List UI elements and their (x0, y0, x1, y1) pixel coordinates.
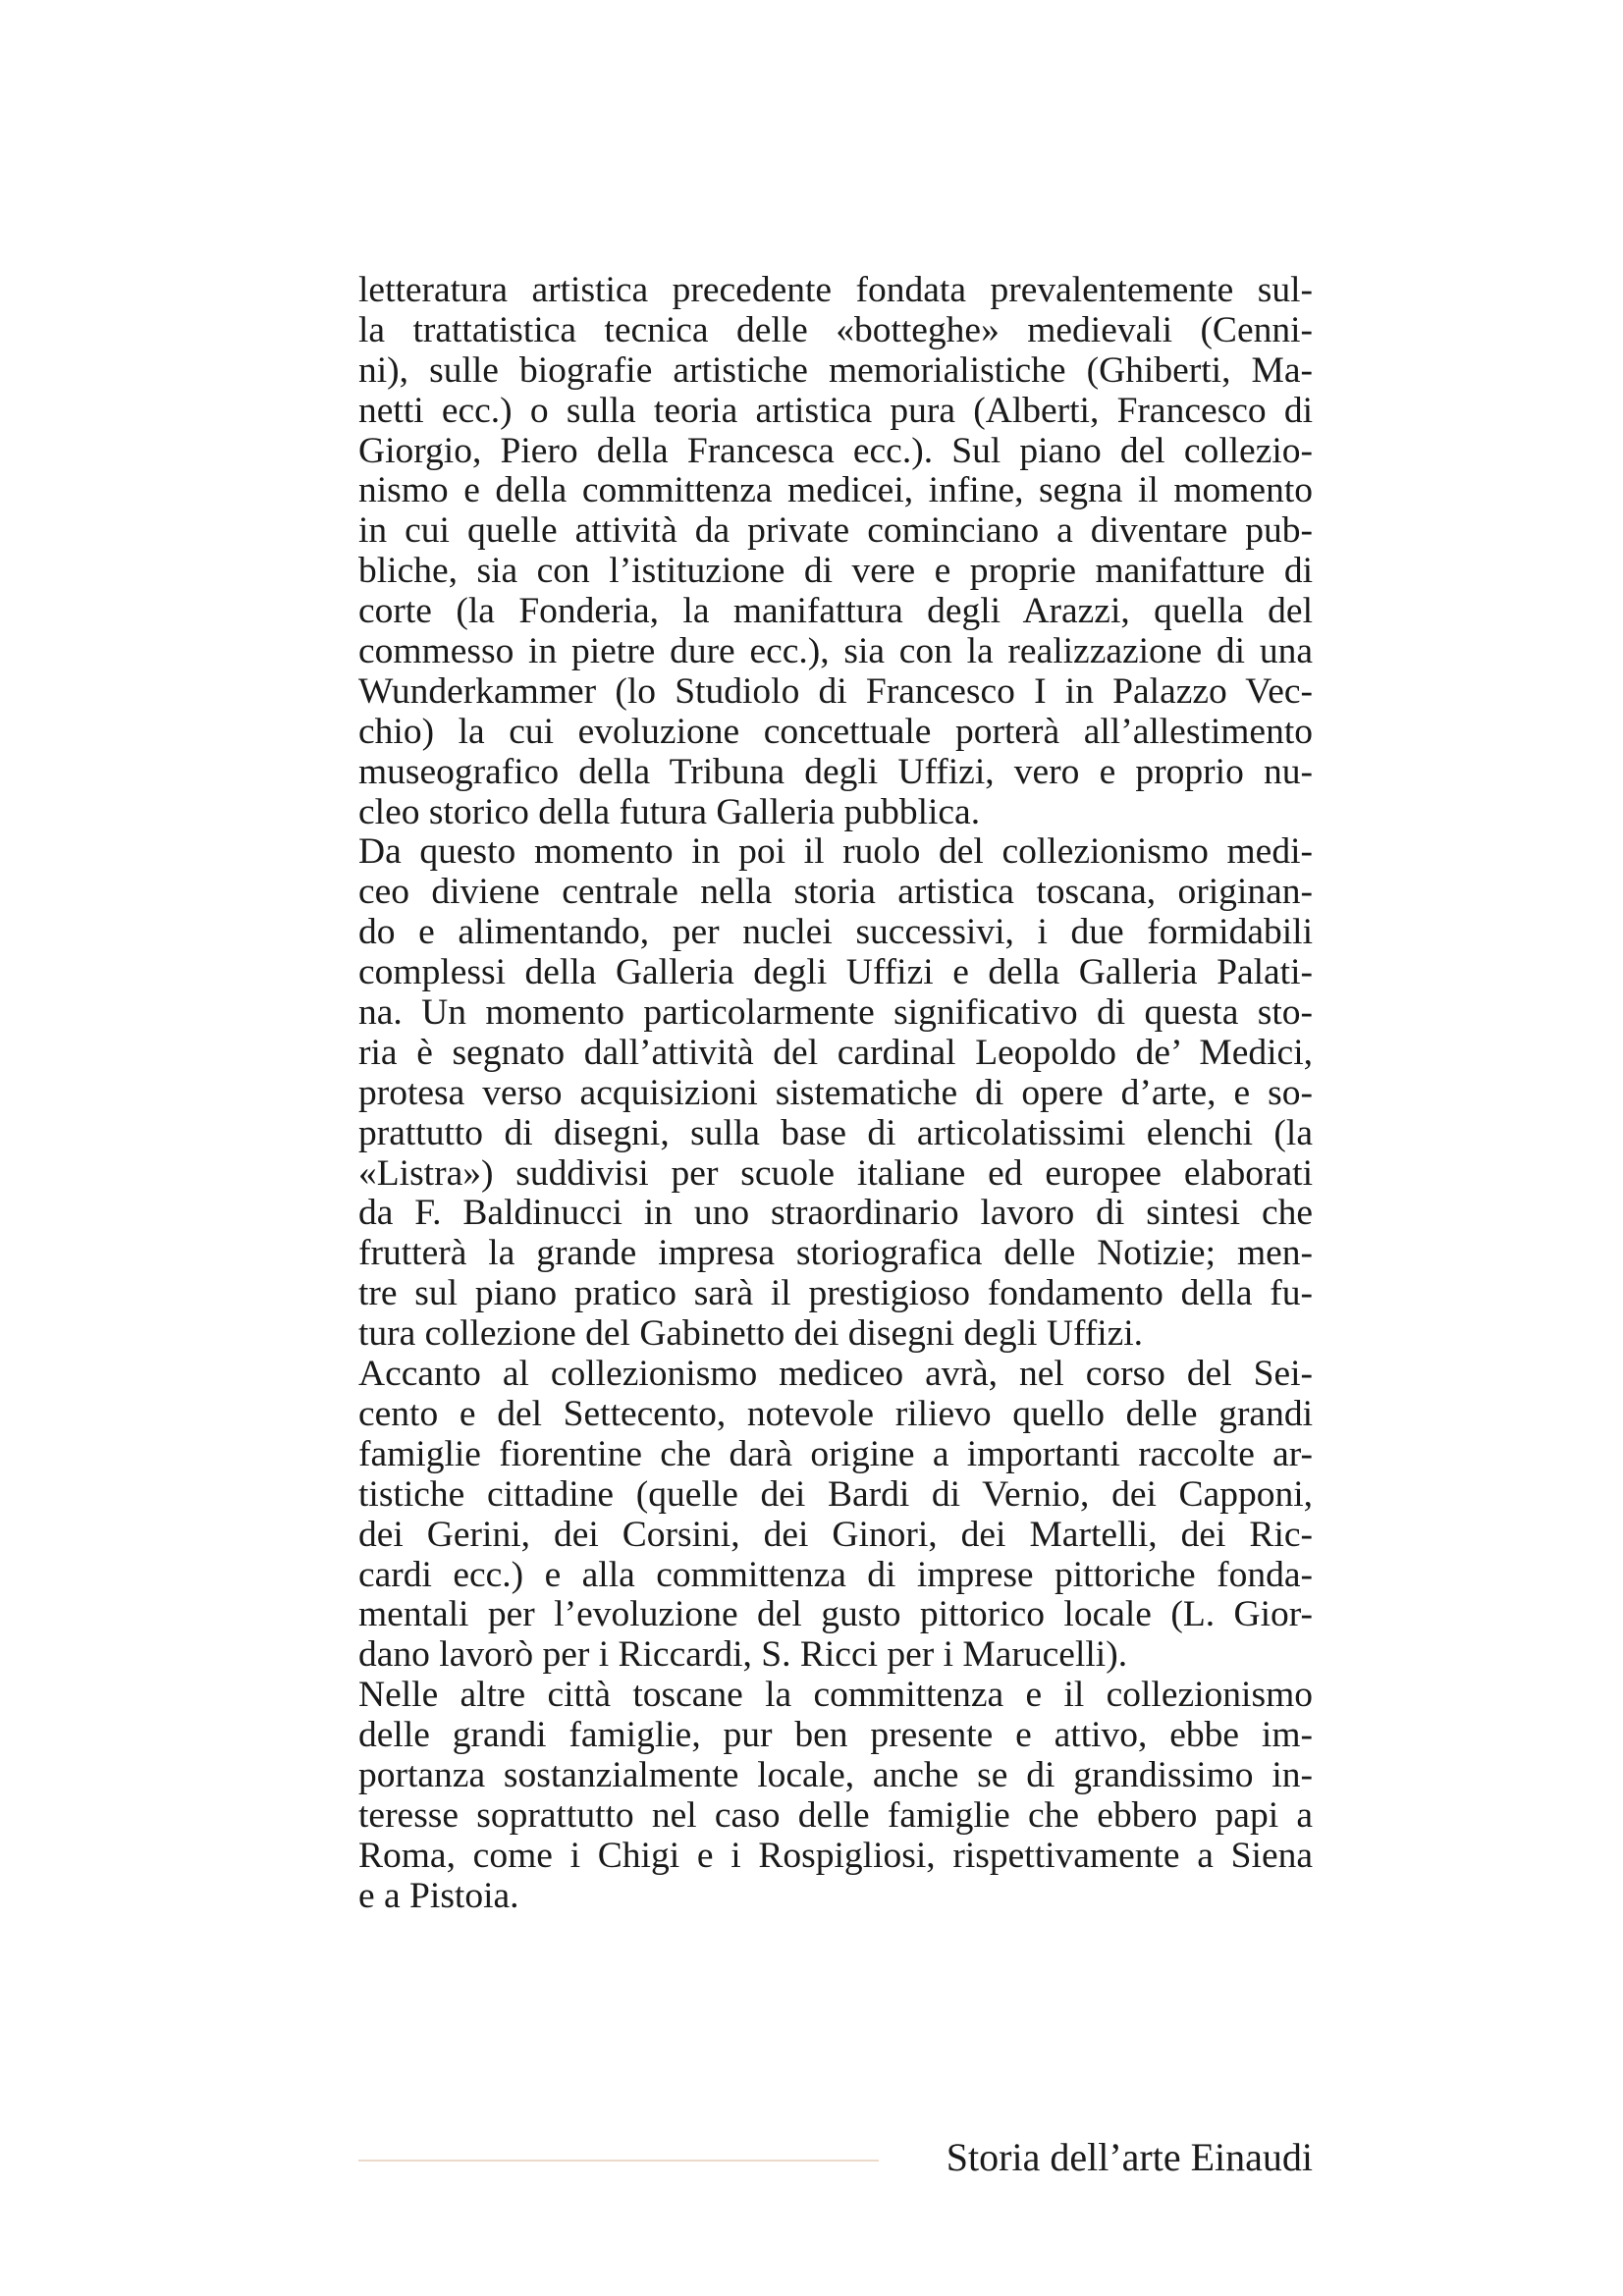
paragraph-3 (358, 1355, 1313, 1676)
text-line: ria è segnato dall’attività del cardinal Leopoldo de’ Medici, (358, 1032, 1313, 1073)
text-line: Roma, come i Chigi e i Rospigliosi, rispettivamente a Siena (358, 1835, 1313, 1876)
text-line: Accanto al collezionismo mediceo avrà, nel corso del Sei- (358, 1354, 1313, 1395)
text-line: dano lavorò per i Riccardi, S. Ricci per i Marucelli). (358, 1634, 1128, 1676)
text-line: netti ecc.) o sulla teoria artistica pura (Alberti, Francesco di (358, 390, 1313, 431)
text-line: commesso in pietre dure ecc.), sia con la realizzazione di una (358, 631, 1313, 672)
text-line: «Listra») suddivisi per scuole italiane ed europee elaborati (358, 1152, 1313, 1194)
text-line: prattutto di disegni, sulla base di articolatissimi elenchi (la (358, 1112, 1313, 1153)
text-line: mentali per l’evoluzione del gusto pittorico locale (L. Gior- (358, 1594, 1313, 1635)
text-line: complessi della Galleria degli Uffizi e della Galleria Palati- (358, 952, 1313, 993)
text-line: nismo e della committenza medicei, infine, segna il momento (358, 470, 1313, 511)
paragraph-1 (358, 271, 1313, 832)
text-line: frutterà la grande impresa storiografica delle Notizie; men- (358, 1233, 1313, 1274)
paragraph-2 (358, 832, 1313, 1355)
text-line: ni), sulle biografie artistiche memorialistiche (Ghiberti, Ma- (358, 349, 1313, 391)
text-line: Da questo momento in poi il ruolo del collezionismo medi- (358, 831, 1313, 873)
text-line: cento e del Settecento, notevole rilievo quello delle grandi (358, 1393, 1313, 1434)
text-line: na. Un momento particolarmente significativo di questa sto- (358, 992, 1313, 1034)
text-line: da F. Baldinucci in uno straordinario lavoro di sintesi che (358, 1193, 1313, 1234)
text-line: tura collezione del Gabinetto dei disegni degli Uffizi. (358, 1313, 1144, 1355)
body-text (358, 271, 1313, 1917)
text-line: cardi ecc.) e alla committenza di imprese pittoriche fonda- (358, 1554, 1313, 1595)
text-line: do e alimentando, per nuclei successivi, i due formidabili (358, 912, 1313, 953)
text-line: la trattatistica tecnica delle «botteghe» medievali (Cenni- (358, 309, 1313, 350)
text-line: Nelle altre città toscane la committenza e il collezionismo (358, 1675, 1313, 1716)
paragraph-4 (358, 1676, 1313, 1916)
text-line: in cui quelle attività da private cominciano a diventare pub- (358, 510, 1313, 552)
text-line: ceo diviene centrale nella storia artistica toscana, originan- (358, 872, 1313, 913)
text-line: portanza sostanzialmente locale, anche se di grandissimo in- (358, 1754, 1313, 1795)
text-line: teresse soprattutto nel caso delle famiglie che ebbero papi a (358, 1794, 1313, 1836)
text-line: protesa verso acquisizioni sistematiche di opere d’arte, e so- (358, 1072, 1313, 1113)
text-line: e a Pistoia. (358, 1875, 519, 1916)
text-line: chio) la cui evoluzione concettuale porterà all’allestimento (358, 711, 1313, 752)
footer-rule (358, 2160, 879, 2162)
text-line: tistiche cittadine (quelle dei Bardi di Vernio, dei Capponi, (358, 1473, 1313, 1515)
footer-book-title: Storia dell’arte Einaudi (946, 2135, 1313, 2179)
text-line: letteratura artistica precedente fondata prevalentemente sul- (358, 270, 1313, 310)
text-line: famiglie fiorentine che darà origine a importanti raccolte ar- (358, 1433, 1313, 1474)
text-line: Wunderkammer (lo Studiolo di Francesco I in Palazzo Vec- (358, 670, 1313, 712)
text-line: Giorgio, Piero della Francesca ecc.). Sul piano del collezio- (358, 430, 1313, 471)
text-line: bliche, sia con l’istituzione di vere e proprie manifatture di (358, 551, 1313, 592)
text-line: corte (la Fonderia, la manifattura degli Arazzi, quella del (358, 591, 1313, 632)
text-line: delle grandi famiglie, pur ben presente e attivo, ebbe im- (358, 1715, 1313, 1756)
text-line: tre sul piano pratico sarà il prestigioso fondamento della fu- (358, 1273, 1313, 1314)
text-line: dei Gerini, dei Corsini, dei Ginori, dei Martelli, dei Ric- (358, 1514, 1313, 1555)
text-line: museografico della Tribuna degli Uffizi, vero e proprio nu- (358, 751, 1313, 792)
text-line: cleo storico della futura Galleria pubblica. (358, 791, 981, 832)
